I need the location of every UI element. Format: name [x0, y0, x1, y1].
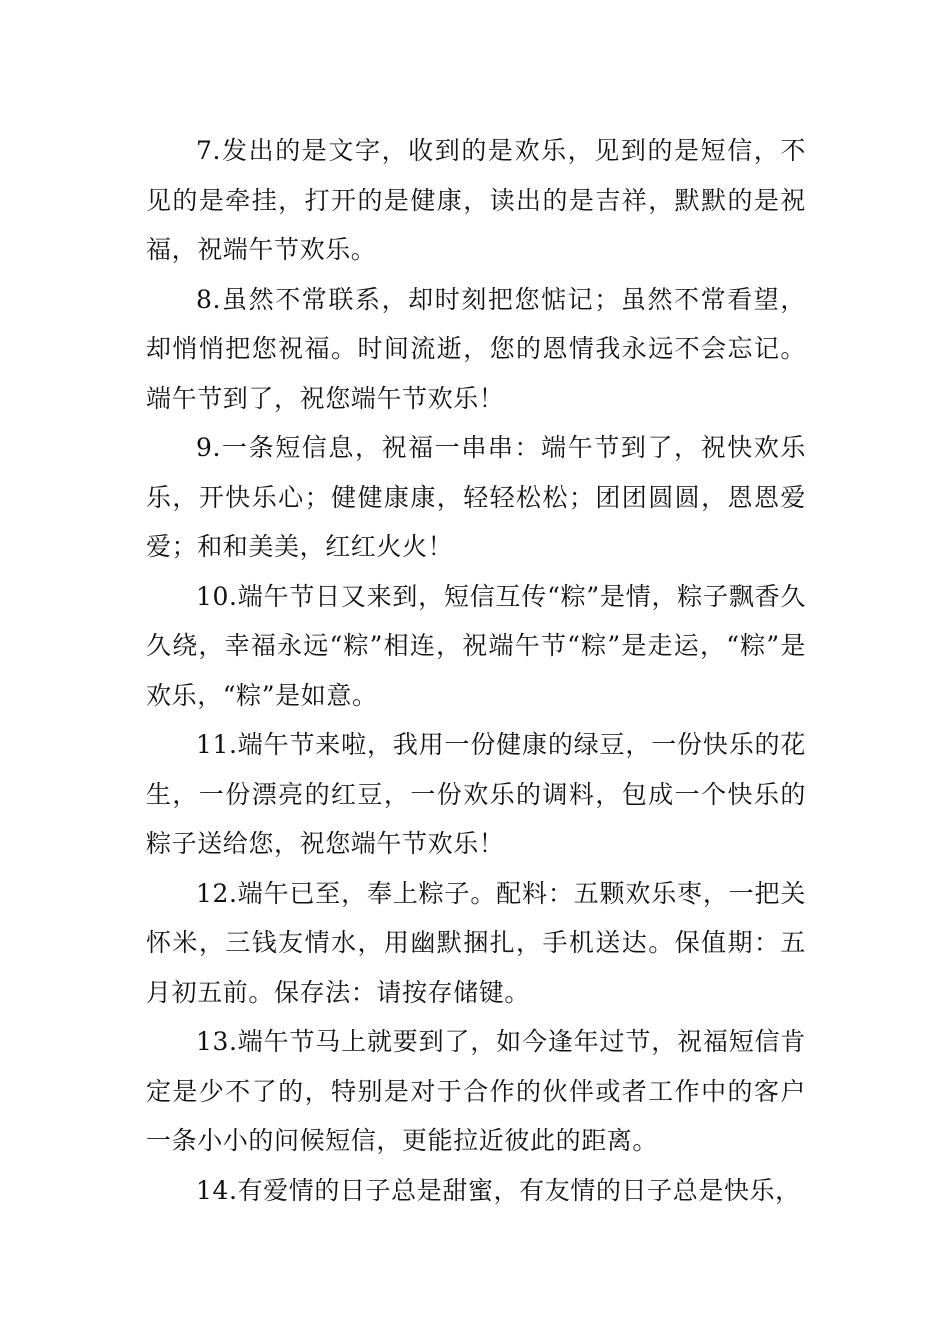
paragraph-11: 11.端午节来啦，我用一份健康的绿豆，一份快乐的花生，一份漂亮的红豆，一份欢乐的调料，包成一个快乐的粽子送给您，祝您端午节欢乐！ [146, 730, 806, 858]
paragraph-8: 8.虽然不常联系，却时刻把您惦记；虽然不常看望，却悄悄把您祝福。时间流逝，您的恩情我永远不会忘记。端午节到了，祝您端午节欢乐！ [146, 284, 806, 413]
paragraph-14: 14.有爱情的日子总是甜蜜，有友情的日子总是快乐， [196, 1175, 801, 1205]
paragraph-9: 9.一条短信息，祝福一串串：端午节到了，祝快欢乐乐，开快乐心；健健康康，轻轻松松；团团圆圆，恩恩爱爱；和和美美，红红火火！ [146, 433, 806, 561]
paragraph-13: 13.端午节马上就要到了，如今逢年过节，祝福短信肯定是少不了的，特别是对于合作的伙伴或者工作中的客户一条小小的问候短信，更能拉近彼此的距离。 [146, 1027, 806, 1155]
document-body [146, 126, 806, 1215]
paragraph-12: 12.端午已至，奉上粽子。配料：五颗欢乐枣，一把关怀米，三钱友情水，用幽默捆扎，手机送达。保值期：五月初五前。保存法：请按存储键。 [146, 878, 806, 1007]
paragraph-7: 7.发出的是文字，收到的是欢乐，见到的是短信，不见的是牵挂，打开的是健康，读出的是吉祥，默默的是祝福，祝端午节欢乐。 [146, 136, 806, 264]
paragraph-10: 10.端午节日又来到，短信互传“粽”是情，粽子飘香久久绕，幸福永远“粽”相连，祝端午节“粽”是走运，“粽”是欢乐，“粽”是如意。 [146, 581, 806, 710]
